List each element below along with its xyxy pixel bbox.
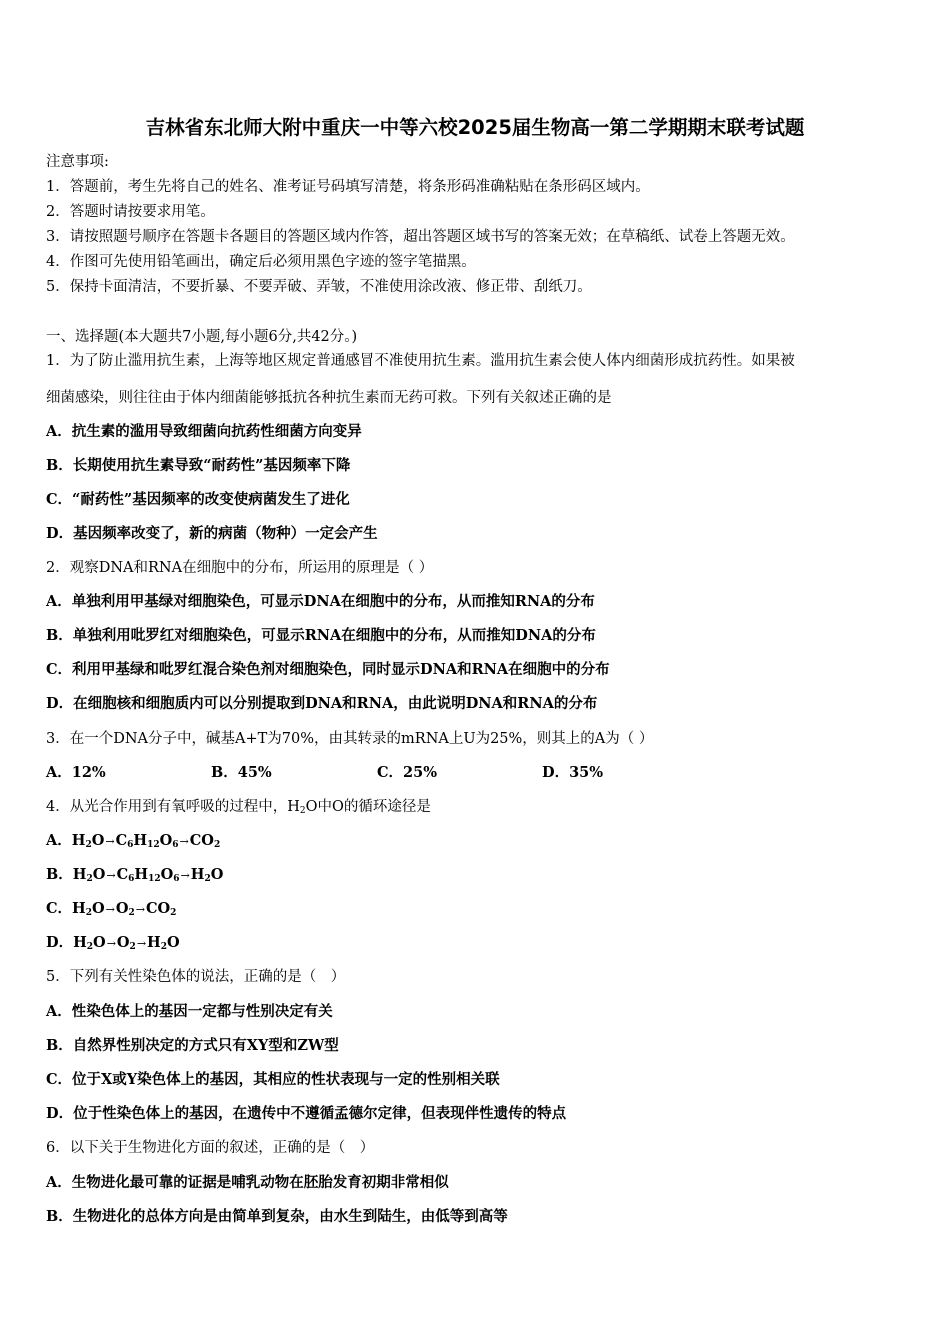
q2-option-d: D．在细胞核和细胞质内可以分别提取到DNA和RNA，由此说明DNA和RNA的分布	[46, 695, 598, 712]
q5-option-c: C．位于X或Y染色体上的基因，其相应的性状表现与一定的性别相关联	[46, 1071, 500, 1088]
q4-option-b: B．$H_2O\to C_6H_{12}O_6\to H_2O$	[46, 866, 224, 884]
q5-option-d: D．位于性染色体上的基因，在遗传中不遵循孟德尔定律，但表现伴性遗传的特点	[46, 1105, 567, 1122]
q2-option-c: C．利用甲基绿和吡罗红混合染色剂对细胞染色，同时显示DNA和RNA在细胞中的分布	[46, 661, 610, 678]
q4-option-a: A．$H_2O\to C_6H_{12}O_6\to CO_2$	[46, 832, 221, 850]
section-heading: 一、选择题(本大题共7小题,每小题6分,共42分。)	[46, 329, 358, 345]
q3-option-b: B．45%	[211, 764, 272, 781]
q1-option-c: C．“耐药性”基因频率的改变使病菌发生了进化	[46, 491, 350, 508]
notice-item-3: 3．请按照题号顺序在答题卡各题目的答题区域内作答，超出答题区域书写的答案无效；在草稿纸、试卷上答题无效。	[46, 229, 795, 245]
q5-option-a: A．性染色体上的基因一定都与性别决定有关	[46, 1003, 333, 1020]
q6-stem: 6．以下关于生物进化方面的叙述，正确的是（ ）	[46, 1140, 375, 1156]
q3-option-d: D．35%	[542, 764, 604, 781]
q2-stem: 2．观察DNA和RNA在细胞中的分布，所运用的原理是（ ）	[46, 560, 434, 576]
q1-option-b: B．长期使用抗生素导致“耐药性”基因频率下降	[46, 457, 351, 474]
q3-option-a: A．12%	[46, 764, 106, 781]
q2-option-a: A．单独利用甲基绿对细胞染色，可显示DNA在细胞中的分布，从而推知RNA的分布	[46, 593, 595, 610]
notice-item-5: 5．保持卡面清洁，不要折暴、不要弄破、弄皱，不准使用涂改液、修正带、刮纸刀。	[46, 279, 592, 295]
notice-item-1: 1．答题前，考生先将自己的姓名、准考证号码填写清楚，将条形码准确粘贴在条形码区域内。	[46, 179, 650, 195]
q1-stem-line2: 细菌感染，则往往由于体内细菌能够抵抗各种抗生素而无药可救。下列有关叙述正确的是	[46, 390, 612, 406]
q5-stem: 5．下列有关性染色体的说法，正确的是（ ）	[46, 969, 346, 985]
notice-item-4: 4．作图可先使用铅笔画出，确定后必须用黑色字迹的签字笔描黑。	[46, 254, 476, 270]
notice-heading: 注意事项:	[46, 154, 109, 170]
q5-option-b: B．自然界性别决定的方式只有XY型和ZW型	[46, 1037, 339, 1054]
q3-stem: 3．在一个DNA分子中，碱基A+T为70%，由其转录的mRNA上U为25%，则其上的A为（ ）	[46, 731, 654, 747]
q1-option-a: A．抗生素的滥用导致细菌向抗药性细菌方向变异	[46, 423, 362, 440]
q6-option-b: B．生物进化的总体方向是由简单到复杂，由水生到陆生，由低等到高等	[46, 1208, 508, 1225]
notice-item-2: 2．答题时请按要求用笔。	[46, 204, 215, 220]
q4-option-d: D．$H_2O\to O_2\to H_2O$	[46, 934, 180, 952]
page-title: 吉林省东北师大附中重庆一中等六校2025届生物高一第二学期期末联考试题	[145, 116, 805, 139]
q1-option-d: D．基因频率改变了，新的病菌（物种）一定会产生	[46, 525, 378, 542]
q3-option-c: C．25%	[377, 764, 437, 781]
q6-option-a: A．生物进化最可靠的证据是哺乳动物在胚胎发育初期非常相似	[46, 1174, 449, 1191]
q4-stem: 4．从光合作用到有氧呼吸的过程中，$H_2O$中O的循环途径是	[46, 799, 431, 816]
q2-option-b: B．单独利用吡罗红对细胞染色，可显示RNA在细胞中的分布，从而推知DNA的分布	[46, 627, 596, 644]
q1-stem-line1: 1．为了防止滥用抗生素，上海等地区规定普通感冒不准使用抗生素。滥用抗生素会使人体内细菌形成抗药性。如果被	[46, 353, 795, 369]
q4-option-c: C．$H_2O\to O_2\to CO_2$	[46, 900, 177, 918]
